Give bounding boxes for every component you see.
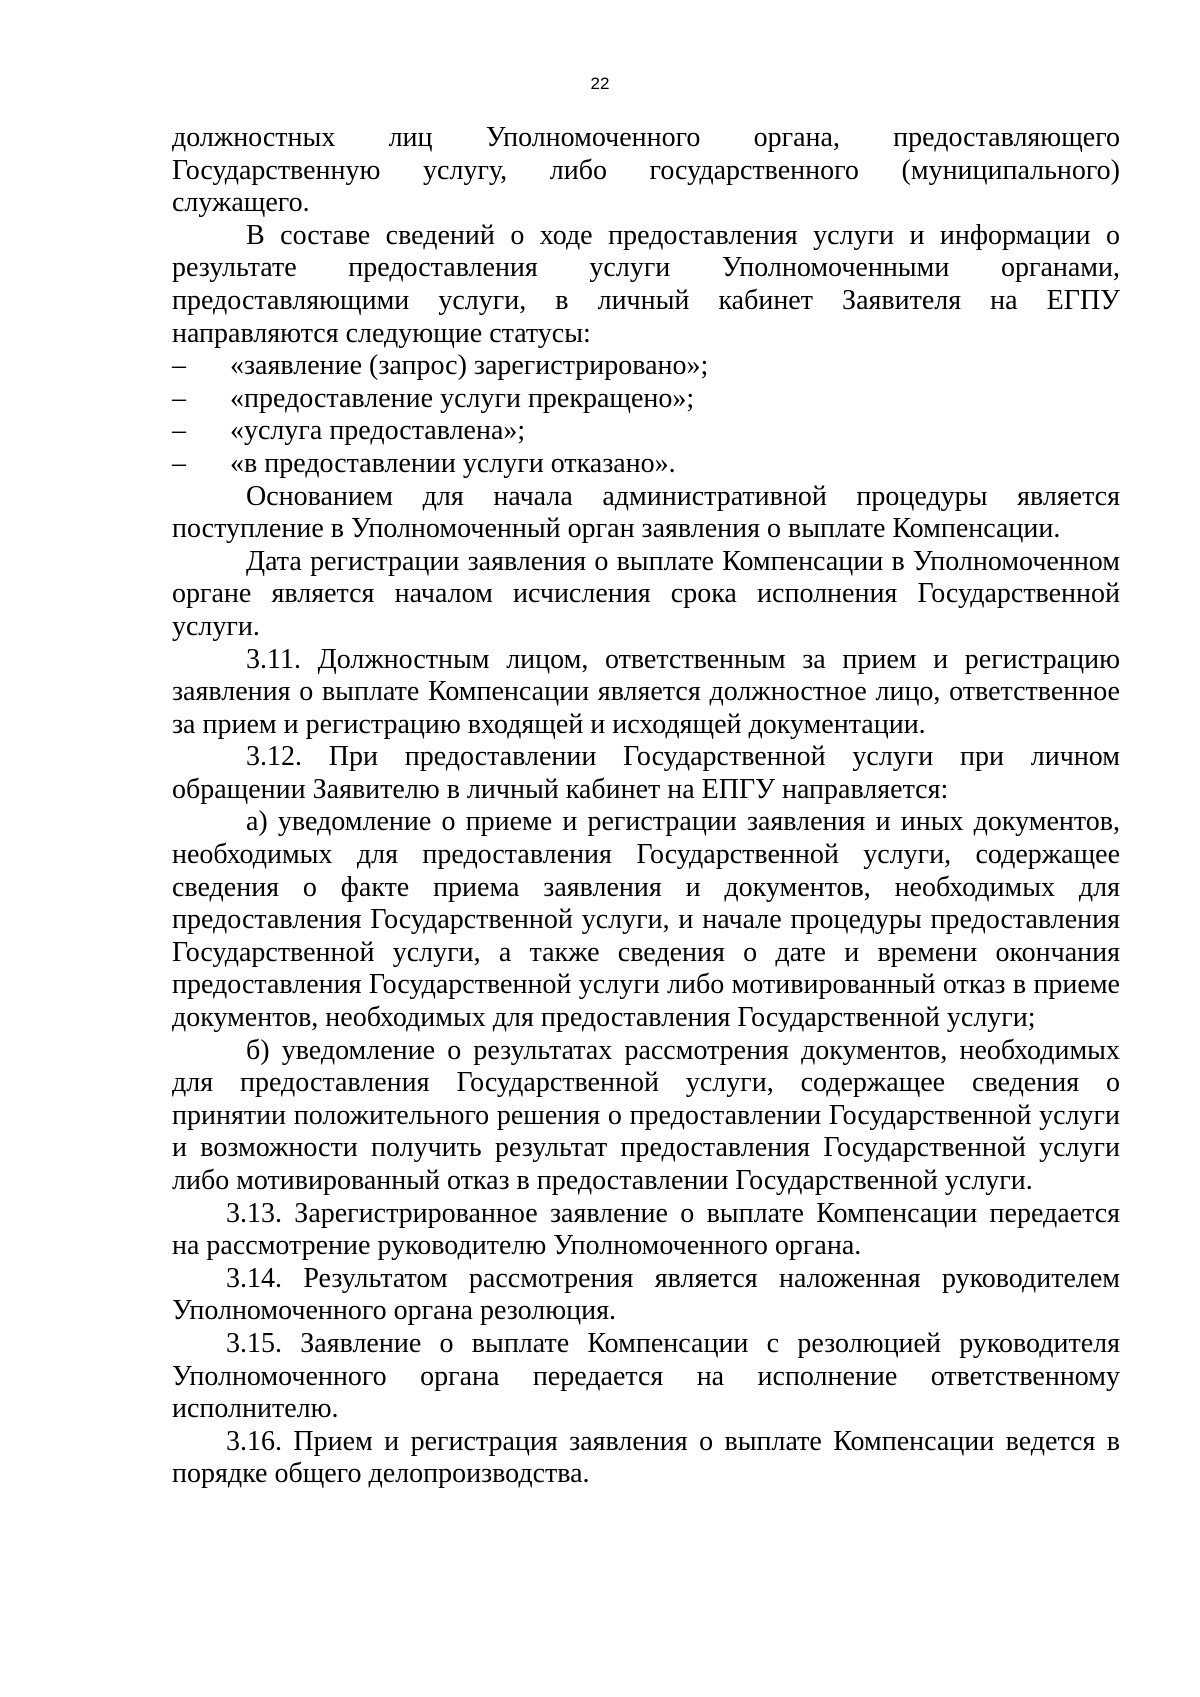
clause-3-12-b: б) уведомление о результатах рассмотрения документов, необходимых для предоставления Государственной услуги, содержащее сведения о принятии положительного решения о предоставлении Государственной услуги и возможности получить результат предоставления Государственной услуги либо мотивированный отказ в предоставлении Государственной услуги. <box>172 1034 1120 1196</box>
clause-3-14: 3.14. Результатом рассмотрения является наложенная руководителем Уполномоченного органа резолюция. <box>172 1262 1120 1327</box>
document-body <box>172 122 1120 1491</box>
clause-3-12-a: а) уведомление о приеме и регистрации заявления и иных документов, необходимых для предоставления Государственной услуги, содержащее сведения о факте приема заявления и документов, необходимых для предоставления Государственной услуги, и начале процедуры предоставления Государственной услуги, а также сведения о дате и времени окончания предоставления Государственной услуги либо мотивированный отказ в приеме документов, необходимых для предоставления Государственной услуги; <box>172 806 1120 1034</box>
paragraph-continuation: должностных лиц Уполномоченного органа, предоставляющего Государственную услугу, либо государственного (муниципального) служащего. <box>172 122 1120 219</box>
clause-3-15: 3.15. Заявление о выплате Компенсации с резолюцией руководителя Уполномоченного органа передается на исполнение ответственному исполнителю. <box>172 1327 1120 1425</box>
list-item-text: «услуга предоставлена»; <box>230 415 526 447</box>
clause-3-11: 3.11. Должностным лицом, ответственным за прием и регистрацию заявления о выплате Компенсации является должностное лицо, ответственное за прием и регистрацию входящей и исходящей документации. <box>172 643 1120 740</box>
list-item <box>172 350 1120 383</box>
dash-marker: – <box>172 415 186 447</box>
paragraph-registration-date: Дата регистрации заявления о выплате Компенсации в Уполномоченном органе является началом исчисления срока исполнения Государственной услуги. <box>172 545 1120 642</box>
list-item-text: «предоставление услуги прекращено»; <box>230 382 695 414</box>
dash-marker: – <box>172 382 186 414</box>
status-list <box>172 350 1120 480</box>
clause-3-12: 3.12. При предоставлении Государственной услуги при личном обращении Заявителю в личный кабинет на ЕПГУ направляется: <box>172 741 1120 805</box>
dash-marker: – <box>172 350 186 382</box>
dash-marker: – <box>172 447 186 479</box>
list-item <box>172 383 1120 416</box>
paragraph-basis: Основанием для начала административной процедуры является поступление в Уполномоченный орган заявления о выплате Компенсации. <box>172 480 1120 545</box>
list-item-text: «заявление (запрос) зарегистрировано»; <box>230 350 709 382</box>
page-number: 22 <box>590 74 610 93</box>
list-item <box>172 415 1120 448</box>
clause-3-13: 3.13. Зарегистрированное заявление о выплате Компенсации передается на рассмотрение руководителю Уполномоченного органа. <box>172 1197 1120 1262</box>
paragraph-statuses-intro: В составе сведений о ходе предоставления услуги и информации о результате предоставления услуги Уполномоченными органами, предоставляющими услуги, в личный кабинет Заявителя на ЕГПУ направляются следующие статусы: <box>172 219 1120 349</box>
list-item-text: «в предоставлении услуги отказано». <box>230 447 676 479</box>
list-item <box>172 448 1120 481</box>
clause-3-16: 3.16. Прием и регистрация заявления о выплате Компенсации ведется в порядке общего делопроизводства. <box>172 1425 1120 1490</box>
